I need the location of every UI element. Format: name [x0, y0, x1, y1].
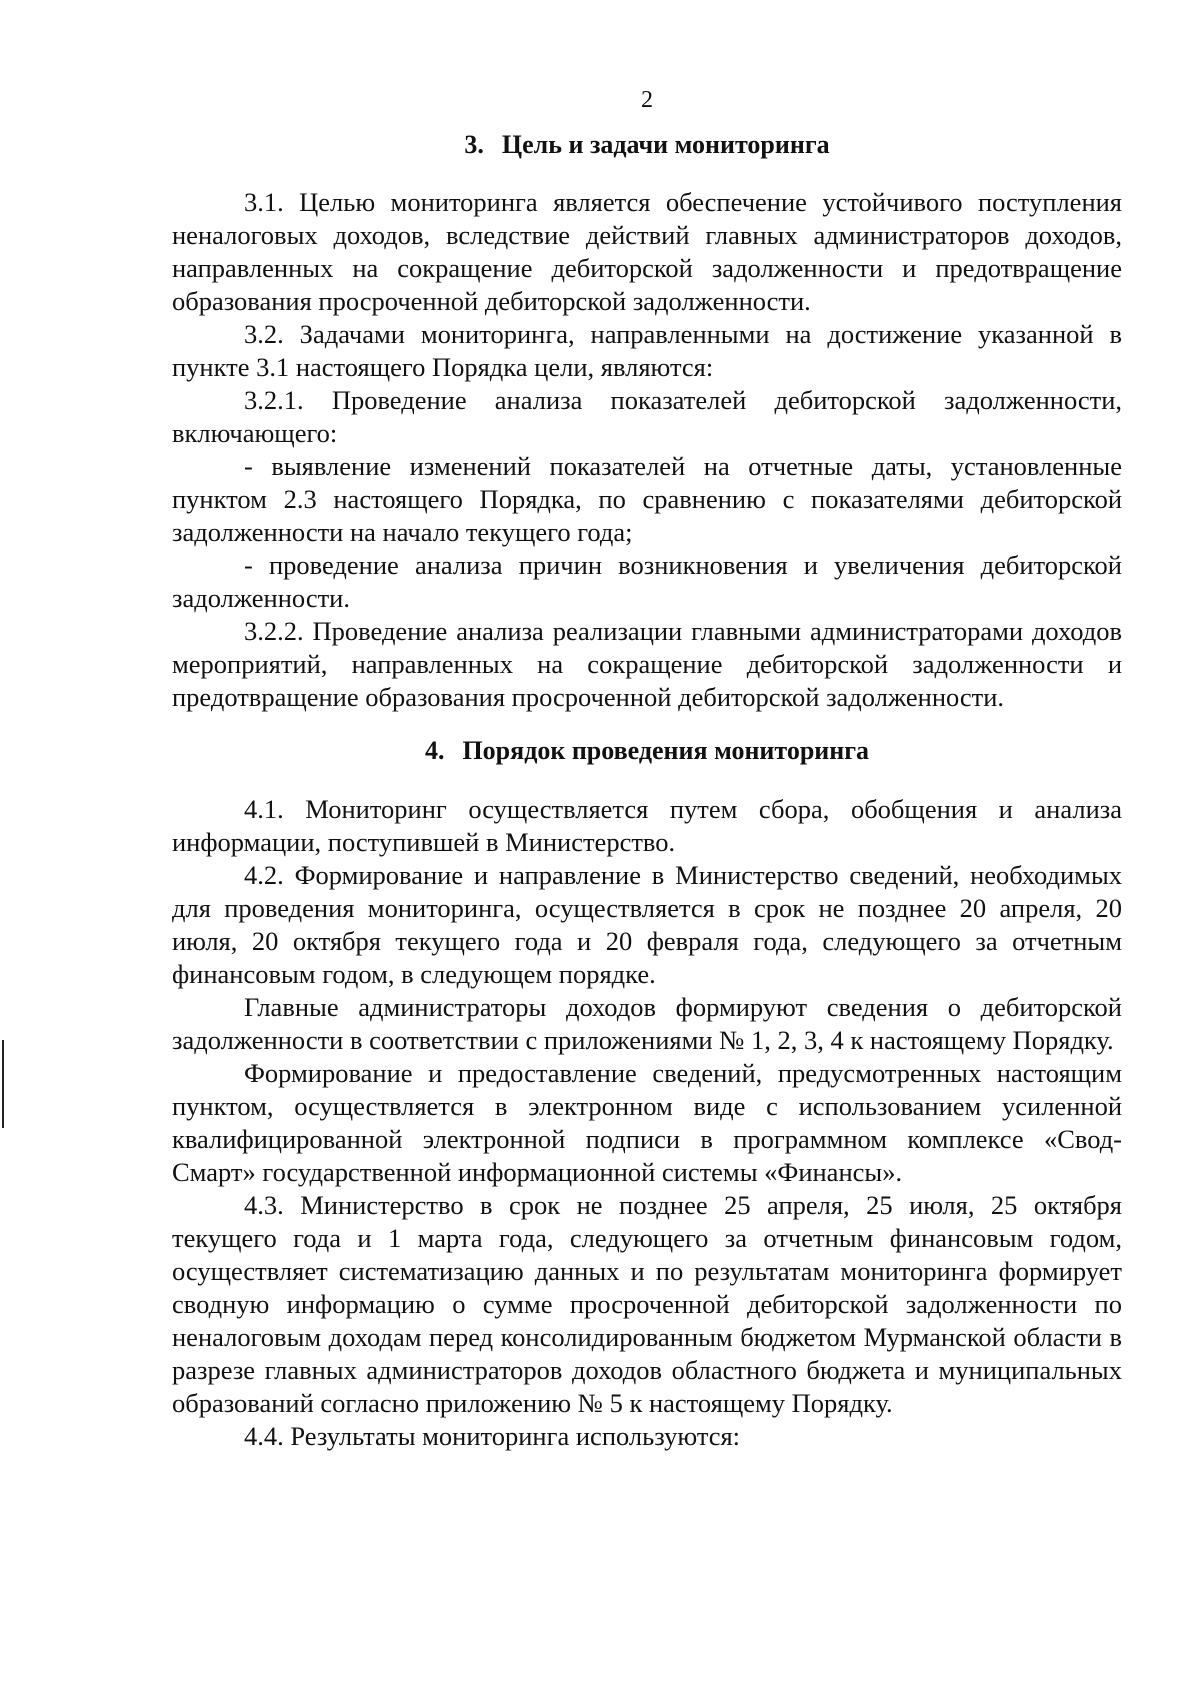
paragraph-4-2-admins: Главные администраторы доходов формируют сведения о дебиторской задолженности в соответствии с приложениями № 1, 2, 3, 4 к настоящему Порядку. — [172, 992, 1122, 1055]
paragraph-3-2-1-item-2: - проведение анализа причин возникновения и увеличения дебиторской задолженности. — [172, 550, 1122, 613]
section-4-body — [172, 793, 1122, 1453]
section-3-body — [172, 186, 1122, 714]
paragraph-4-1: 4.1. Мониторинг осуществляется путем сбора, обобщения и анализа информации, поступившей в Министерство. — [172, 794, 1122, 857]
paragraph-3-2-1: 3.2.1. Проведение анализа показателей дебиторской задолженности, включающего: — [172, 385, 1122, 448]
paragraph-4-2-electronic: Формирование и предоставление сведений, предусмотренных настоящим пунктом, осуществляется в электронном виде с использованием усиленной квалифицированной электронной подписи в программном комплексе «Свод-Смарт» государственной информационной системы «Финансы». — [172, 1058, 1122, 1187]
section-4-heading — [172, 734, 1122, 768]
section-3-title: Цель и задачи мониторинга — [501, 130, 830, 159]
paragraph-3-1: 3.1. Целью мониторинга является обеспечение устойчивого поступления неналоговых доходов, вследствие действий главных администраторов доходов, направленных на сокращение дебиторской задолженности и предотвращение образования просроченной дебиторской задолженности. — [172, 187, 1122, 316]
paragraph-3-2-2: 3.2.2. Проведение анализа реализации главными администраторами доходов мероприятий, направленных на сокращение дебиторской задолженности и предотвращение образования просроченной дебиторской задолженности. — [172, 616, 1122, 712]
paragraph-4-3: 4.3. Министерство в срок не позднее 25 апреля, 25 июля, 25 октября текущего года и 1 марта года, следующего за отчетным финансовым годом, осуществляет систематизацию данных и по результатам мониторинга формирует сводную информацию о сумме просроченной дебиторской задолженности по неналоговым доходам перед консолидированным бюджетом Мурманской области в разрезе главных администраторов доходов областного бюджета и муниципальных образований согласно приложению № 5 к настоящему Порядку. — [172, 1190, 1122, 1418]
paragraph-3-2: 3.2. Задачами мониторинга, направленными на достижение указанной в пункте 3.1 настоящего Порядка цели, являются: — [172, 319, 1122, 382]
page-number: 2 — [641, 87, 653, 113]
section-3-number: 3. — [464, 130, 484, 159]
paragraph-4-4: 4.4. Результаты мониторинга используются: — [244, 1421, 741, 1451]
section-3-heading — [172, 128, 1122, 162]
paragraph-3-2-1-item-1: - выявление изменений показателей на отчетные даты, установленные пунктом 2.3 настоящего Порядка, по сравнению с показателями дебиторской задолженности на начало текущего года; — [172, 451, 1122, 547]
section-4-title: Порядок проведения мониторинга — [462, 736, 870, 765]
scan-edge-mark — [2, 1040, 4, 1128]
section-4-number: 4. — [424, 736, 445, 765]
paragraph-4-2: 4.2. Формирование и направление в Министерство сведений, необходимых для проведения мониторинга, осуществляется в срок не позднее 20 апреля, 20 июля, 20 октября текущего года и 20 февраля года, следующего за отчетным финансовым годом, в следующем порядке. — [172, 860, 1122, 989]
